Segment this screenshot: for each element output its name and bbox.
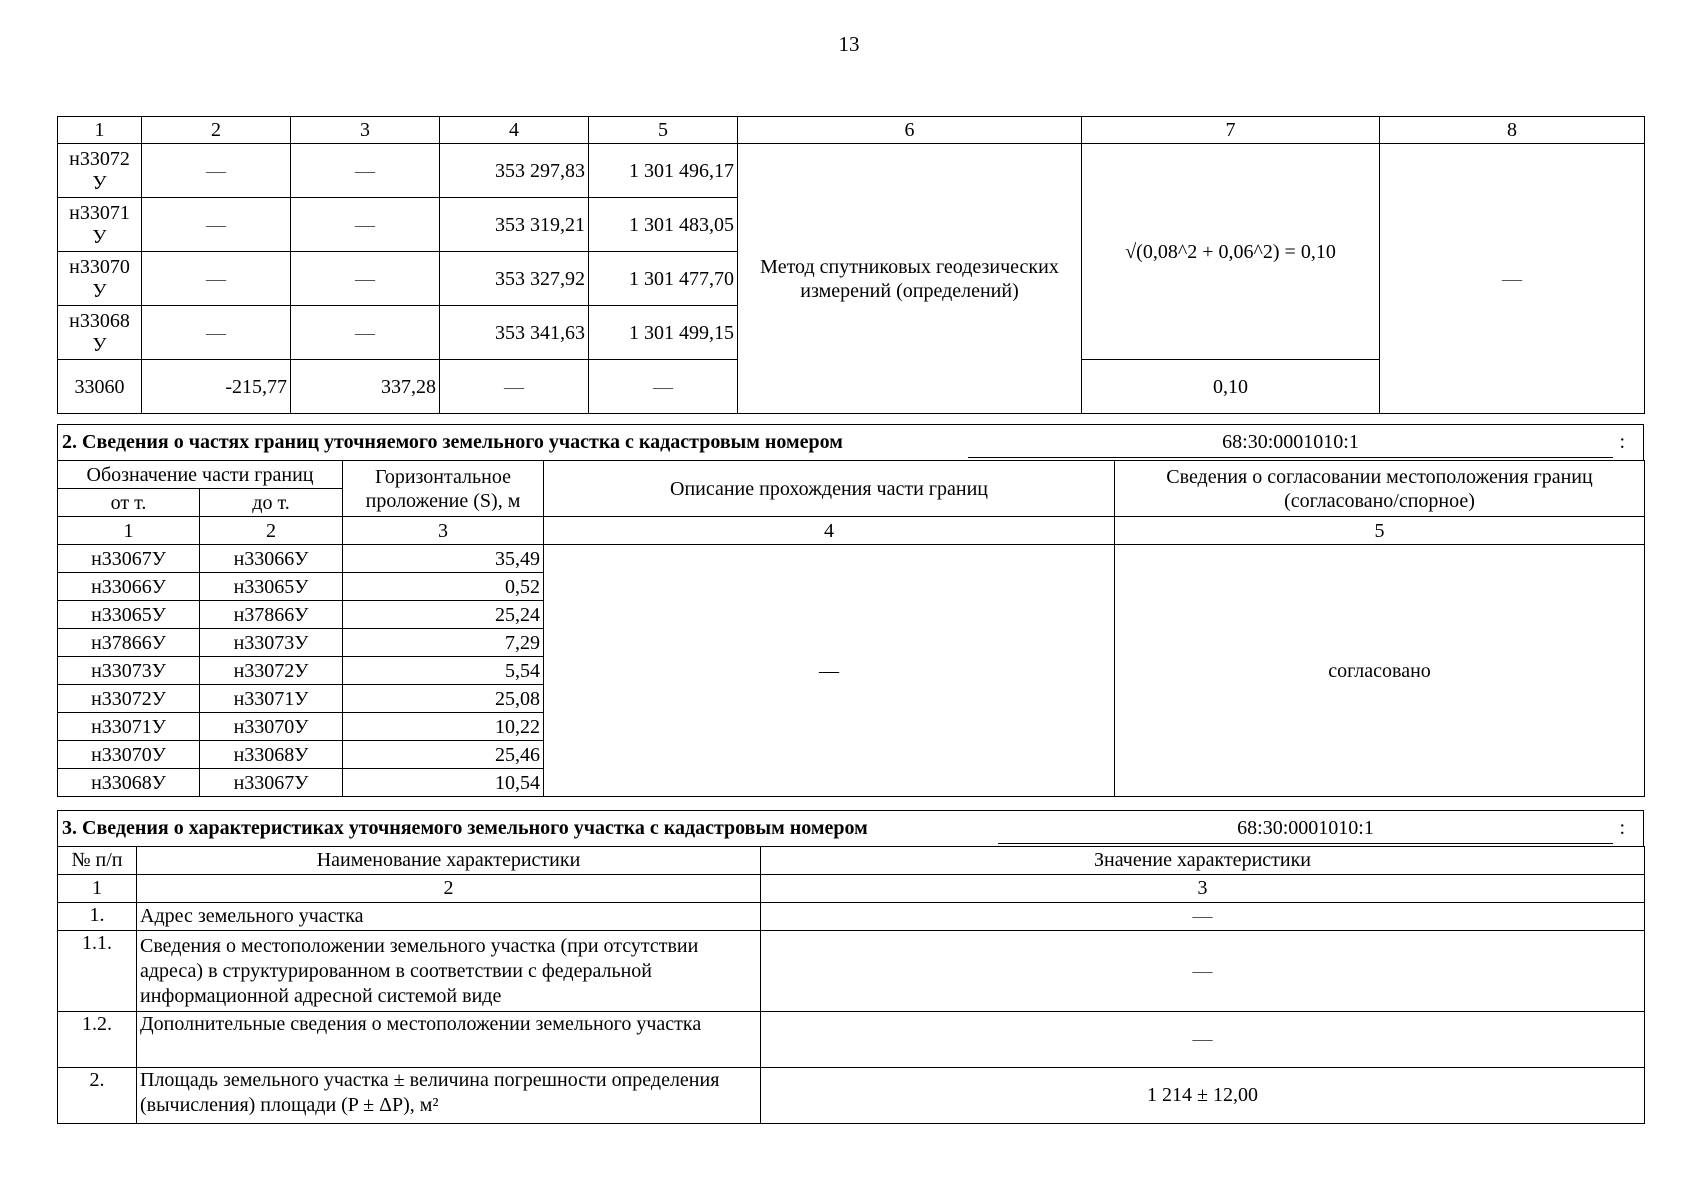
from-point: н33070У	[58, 741, 200, 769]
col-number: 4	[440, 117, 589, 144]
row-number: 1.1.	[58, 931, 137, 1012]
to-point: н33071У	[200, 685, 343, 713]
length-value: 25,24	[343, 601, 544, 629]
cell: —	[291, 252, 440, 306]
col-number: 3	[343, 517, 544, 545]
section2-cadastral: 68:30:0001010:1	[968, 431, 1613, 458]
col-number: 2	[137, 875, 761, 903]
length-value: 25,08	[343, 685, 544, 713]
point-id: 33060	[58, 360, 142, 414]
characteristic-name: Сведения о местоположении земельного участка (при отсутствии адреса) в структурированном в соответствии с федеральной информационной адресной системой виде	[137, 931, 761, 1012]
length-value: 25,46	[343, 741, 544, 769]
table-row	[58, 545, 1645, 573]
to-point: н33065У	[200, 573, 343, 601]
from-point: н33066У	[58, 573, 200, 601]
boundary-parts-table	[57, 460, 1645, 797]
to-point: н33072У	[200, 657, 343, 685]
characteristic-value: —	[761, 931, 1645, 1012]
from-point: н37866У	[58, 629, 200, 657]
agreement-value: согласовано	[1115, 545, 1645, 797]
section2-colon: :	[1619, 431, 1625, 453]
col-number: 1	[58, 517, 200, 545]
accuracy-formula: √(0,08^2 + 0,06^2) = 0,10	[1082, 144, 1380, 360]
from-point: н33073У	[58, 657, 200, 685]
col-number: 3	[291, 117, 440, 144]
accuracy-value: 0,10	[1082, 360, 1380, 414]
length-value: 35,49	[343, 545, 544, 573]
to-point: н33066У	[200, 545, 343, 573]
value-header: Значение характеристики	[761, 847, 1645, 875]
from-point: н33065У	[58, 601, 200, 629]
characteristic-name: Площадь земельного участка ± величина погрешности определения (вычисления) площади (P ± ΔP), м²	[137, 1068, 761, 1124]
length-value: 0,52	[343, 573, 544, 601]
from-point: н33068У	[58, 769, 200, 797]
coord-y: 1 301 496,17	[589, 144, 738, 198]
table-row	[58, 1012, 1645, 1068]
to-point: н33070У	[200, 713, 343, 741]
coord-x: —	[440, 360, 589, 414]
from-point: н33067У	[58, 545, 200, 573]
col-number: 3	[761, 875, 1645, 903]
col-number: 6	[738, 117, 1082, 144]
coordinates-table	[57, 116, 1645, 414]
row-number: 2.	[58, 1068, 137, 1124]
coord-y: 1 301 477,70	[589, 252, 738, 306]
point-id: н33070 У	[58, 252, 142, 306]
cell: —	[291, 198, 440, 252]
description-header: Описание прохождения части границ	[544, 461, 1115, 517]
coord-x: 353 341,63	[440, 306, 589, 360]
section3-colon: :	[1619, 817, 1625, 839]
to-point: н33067У	[200, 769, 343, 797]
col-number: 4	[544, 517, 1115, 545]
coord-y: 1 301 499,15	[589, 306, 738, 360]
table-row	[58, 931, 1645, 1012]
length-value: 10,54	[343, 769, 544, 797]
length-value: 5,54	[343, 657, 544, 685]
section2-title: 2. Сведения о частях границ уточняемого земельного участка с кадастровым номером	[62, 431, 843, 453]
col8-value: —	[1380, 144, 1645, 414]
characteristic-value: —	[761, 1012, 1645, 1068]
row-number: 1.2.	[58, 1012, 137, 1068]
cell: —	[142, 198, 291, 252]
from-point: н33071У	[58, 713, 200, 741]
to-point: н37866У	[200, 601, 343, 629]
cell: -215,77	[142, 360, 291, 414]
to-point: н33073У	[200, 629, 343, 657]
to-point: н33068У	[200, 741, 343, 769]
section3-title: 3. Сведения о характеристиках уточняемого земельного участка с кадастровым номером	[62, 817, 868, 839]
table-row	[58, 144, 1645, 198]
characteristic-name: Адрес земельного участка	[137, 903, 761, 931]
part-header: Обозначение части границ	[58, 461, 343, 489]
cell: —	[291, 144, 440, 198]
to-header: до т.	[200, 489, 343, 517]
header-row	[58, 461, 1645, 489]
num-header: № п/п	[58, 847, 137, 875]
description-value: —	[544, 545, 1115, 797]
col-number: 5	[589, 117, 738, 144]
coord-y: —	[589, 360, 738, 414]
name-header: Наименование характеристики	[137, 847, 761, 875]
cell: —	[142, 144, 291, 198]
characteristic-value: 1 214 ± 12,00	[761, 1068, 1645, 1124]
point-id: н33072 У	[58, 144, 142, 198]
row-number: 1.	[58, 903, 137, 931]
cell: —	[142, 252, 291, 306]
coord-x: 353 319,21	[440, 198, 589, 252]
cell: —	[142, 306, 291, 360]
method-cell: Метод спутниковых геодезических измерений (определений)	[738, 144, 1082, 414]
length-value: 7,29	[343, 629, 544, 657]
table-row	[58, 1068, 1645, 1124]
col-number: 1	[58, 117, 142, 144]
section2-header	[57, 424, 1644, 461]
page-number: 13	[838, 32, 860, 56]
characteristic-value: —	[761, 903, 1645, 931]
cell: —	[291, 306, 440, 360]
col-number: 7	[1082, 117, 1380, 144]
coord-y: 1 301 483,05	[589, 198, 738, 252]
section3-cadastral: 68:30:0001010:1	[998, 817, 1613, 844]
from-point: н33072У	[58, 685, 200, 713]
header-row	[58, 847, 1645, 875]
coord-x: 353 327,92	[440, 252, 589, 306]
col-number: 2	[200, 517, 343, 545]
point-id: н33068 У	[58, 306, 142, 360]
column-number-row	[58, 117, 1645, 144]
from-header: от т.	[58, 489, 200, 517]
col-number: 8	[1380, 117, 1645, 144]
point-id: н33071 У	[58, 198, 142, 252]
characteristic-name: Дополнительные сведения о местоположении земельного участка	[137, 1012, 761, 1068]
agreement-header: Сведения о согласовании местоположения границ (согласовано/спорное)	[1115, 461, 1645, 517]
table-row	[58, 903, 1645, 931]
length-header: Горизонтальное проложение (S), м	[343, 461, 544, 517]
length-value: 10,22	[343, 713, 544, 741]
cell: 337,28	[291, 360, 440, 414]
column-number-row	[58, 517, 1645, 545]
characteristics-table	[57, 846, 1645, 1124]
column-number-row	[58, 875, 1645, 903]
col-number: 1	[58, 875, 137, 903]
coord-x: 353 297,83	[440, 144, 589, 198]
col-number: 2	[142, 117, 291, 144]
col-number: 5	[1115, 517, 1645, 545]
section3-header	[57, 810, 1644, 847]
